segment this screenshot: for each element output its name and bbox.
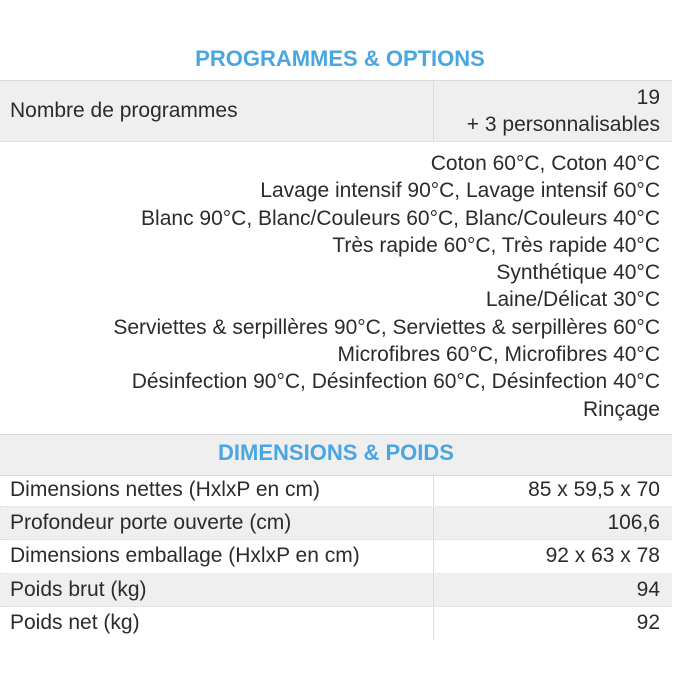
- list-item: Rinçage: [582, 397, 660, 421]
- dimension-value: 106,6: [607, 511, 660, 535]
- list-item: Lavage intensif 90°C, Lavage intensif 60°C: [260, 179, 660, 203]
- programme-list: [0, 150, 660, 423]
- list-item: Désinfection 90°C, Désinfection 60°C, Désinfection 40°C: [131, 370, 660, 394]
- programme-count-label: Nombre de programmes: [0, 81, 434, 141]
- programmes-table: [0, 80, 672, 142]
- table-row: [0, 607, 672, 640]
- dimension-label: Poids net (kg): [0, 607, 434, 640]
- list-item: Microfibres 60°C, Microfibres 40°C: [337, 343, 660, 367]
- list-item: Blanc 90°C, Blanc/Couleurs 60°C, Blanc/Couleurs 40°C: [141, 206, 660, 230]
- list-item: Serviettes & serpillères 90°C, Serviettes & serpillères 60°C: [113, 315, 660, 339]
- dimension-label: Profondeur porte ouverte (cm): [0, 507, 434, 539]
- list-item: Très rapide 60°C, Très rapide 40°C: [332, 233, 660, 257]
- table-row: [0, 80, 672, 142]
- programmes-section-title: PROGRAMMES & OPTIONS: [195, 46, 485, 71]
- programme-count-custom: + 3 personnalisables: [466, 113, 660, 136]
- dimension-value: 94: [636, 577, 660, 601]
- programme-count-value: [434, 81, 672, 141]
- dimensions-table: [0, 474, 672, 640]
- dimension-label: Dimensions nettes (HxlxP en cm): [0, 474, 434, 506]
- list-item: Laine/Délicat 30°C: [485, 288, 660, 312]
- dimension-value: 92 x 63 x 78: [545, 544, 660, 568]
- dimensions-section-title: DIMENSIONS & POIDS: [218, 440, 454, 465]
- dimension-value: 92: [636, 611, 660, 635]
- dimension-label: Dimensions emballage (HxlxP en cm): [0, 540, 434, 572]
- list-item: Coton 60°C, Coton 40°C: [430, 152, 660, 175]
- dimension-label: Poids brut (kg): [0, 574, 434, 606]
- programme-count-number: 19: [636, 86, 660, 109]
- table-row: [0, 540, 672, 573]
- table-row: [0, 574, 672, 607]
- list-item: Synthétique 40°C: [496, 261, 660, 285]
- dimension-value: 85 x 59,5 x 70: [528, 478, 660, 502]
- table-row: [0, 474, 672, 507]
- table-row: [0, 507, 672, 540]
